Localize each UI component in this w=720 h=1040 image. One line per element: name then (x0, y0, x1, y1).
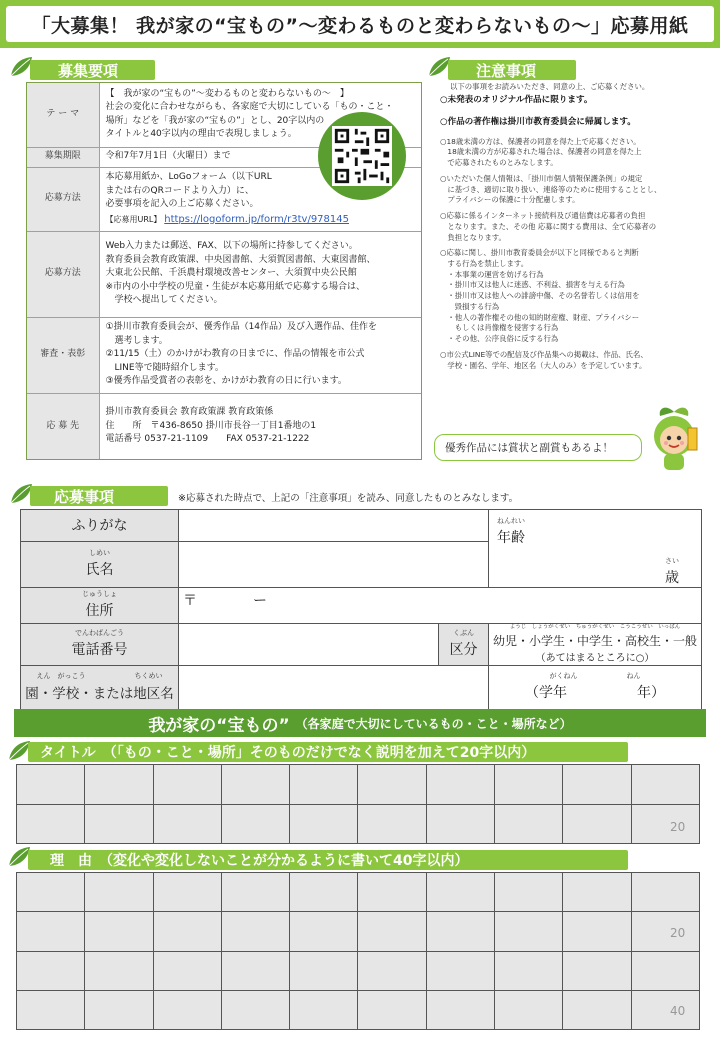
title-banner (0, 0, 720, 48)
grid-cell[interactable] (563, 912, 631, 951)
school-input[interactable] (179, 666, 489, 710)
notice-header: 注意事項 (448, 60, 576, 80)
grid-cell[interactable] (563, 804, 631, 844)
notice-original-only: ○未発表のオリジナル作品に限ります。 (440, 94, 593, 105)
grid-cell[interactable] (631, 912, 699, 951)
grid-cell[interactable] (358, 873, 426, 912)
grid-cell[interactable] (495, 990, 563, 1029)
grid-cell[interactable] (358, 990, 426, 1029)
notice-item: ○いただいた個人情報は、「掛川市個人情報保護条例」の規定 に基づき、適切に取り扱い、連絡等のために使用することとし、 プライバシーの保護に十分配慮します。 (440, 173, 662, 205)
grid-cell[interactable] (221, 765, 289, 805)
postal-mark: 〒 ー (183, 593, 267, 609)
grid-cell[interactable] (358, 951, 426, 990)
grid-cell[interactable] (358, 804, 426, 844)
grid-cell[interactable] (290, 873, 358, 912)
grid-cell[interactable] (631, 765, 699, 805)
page-title: 「大募集！ 我が家の“宝もの”～変わるものと変わらないもの～」応募用紙 (6, 6, 714, 42)
grid-cell[interactable] (153, 765, 221, 805)
grid-cell[interactable] (495, 873, 563, 912)
grid-cell[interactable] (358, 912, 426, 951)
title-grid[interactable] (16, 764, 700, 844)
notice-item: ○市公式LINE等での配信及び作品集への掲載は、作品、氏名、 学校・園名、学年、地区名（大人のみ）を予定しています。 (440, 349, 648, 370)
grid-cell[interactable] (221, 951, 289, 990)
grid-cell[interactable] (631, 804, 699, 844)
grid-cell[interactable] (563, 990, 631, 1029)
row-judging: 審査・表彰 ①掛川市教育委員会が、優秀作品（14作品）及び入選作品、佳作を 選考します。 ②11/15（土）のかけがわ教育の日までに、作品の情報を市公式 LINE等で随時紹介します。 ③優秀作品受賞者の表彰を、かけがわ教育の日に行います。 (27, 317, 421, 393)
grid-cell[interactable] (153, 804, 221, 844)
grid-cell[interactable] (221, 990, 289, 1029)
row-method-web: 応募方法 本応募用紙か、LoGoフォーム（以下URL または右のQRコードより入力）に、 必要事項を記入の上ご応募ください。 【応募用URL】 https://logoform.jp/form/r3tv/978145 (27, 167, 421, 231)
form-url-link[interactable]: https://logoform.jp/form/r3tv/978145 (164, 213, 349, 225)
entry-header: 応募事項 (30, 486, 168, 506)
grid-cell[interactable] (290, 990, 358, 1029)
grid-cell[interactable] (85, 804, 153, 844)
title-section-label: タイトル （「もの・こと・場所」そのものだけでなく説明を加えて20字以内） (28, 742, 628, 762)
furigana-input[interactable] (179, 510, 489, 542)
requirements-header: 募集要項 (30, 60, 155, 80)
grid-cell[interactable] (17, 951, 85, 990)
grid-cell[interactable] (495, 951, 563, 990)
notice-item: ○18歳未満の方は、保護者の同意を得た上で応募ください。 18歳未満の方が応募された場合は、保護者の同意を得た上 で応募されたものとみなします。 (440, 136, 642, 168)
grid-cell[interactable] (631, 951, 699, 990)
reason-char-count-40: 40 (670, 1004, 686, 1018)
reason-char-count-20: 20 (670, 926, 686, 940)
grid-cell[interactable] (221, 912, 289, 951)
entry-form (20, 509, 702, 710)
grid-cell[interactable] (221, 804, 289, 844)
grid-cell[interactable] (221, 873, 289, 912)
name-input[interactable] (179, 541, 489, 587)
age-label: 年齢 (497, 530, 525, 546)
grid-cell[interactable] (290, 912, 358, 951)
grid-cell[interactable] (290, 951, 358, 990)
grid-cell[interactable] (495, 804, 563, 844)
grid-cell[interactable] (85, 765, 153, 805)
category-label-cell: くぶん 区分 (439, 624, 489, 666)
grid-cell[interactable] (631, 990, 699, 1029)
grid-cell[interactable] (563, 873, 631, 912)
grid-cell[interactable] (426, 990, 494, 1029)
phone-label-cell: でんわばんごう 電話番号 (21, 624, 179, 666)
grid-cell[interactable] (426, 804, 494, 844)
qr-code-icon[interactable] (332, 126, 392, 186)
treasure-header: 我が家の“宝もの” （各家庭で大切にしているもの・こと・場所など） (14, 709, 706, 737)
title-char-count: 20 (670, 820, 686, 834)
school-label-cell: えん がっこう ちくめい 園・学校・または地区名 (21, 666, 179, 710)
grid-cell[interactable] (426, 765, 494, 805)
grid-cell[interactable] (290, 804, 358, 844)
grid-cell[interactable] (495, 765, 563, 805)
grid-cell[interactable] (17, 873, 85, 912)
phone-input[interactable] (179, 624, 439, 666)
grid-cell[interactable] (426, 951, 494, 990)
grid-cell[interactable] (358, 765, 426, 805)
grid-cell[interactable] (631, 873, 699, 912)
grid-cell[interactable] (153, 990, 221, 1029)
entry-note: ※応募された時点で、上記の「注意事項」を読み、同意したものとみなします。 (178, 493, 519, 504)
grid-cell[interactable] (17, 765, 85, 805)
notice-copyright: ○作品の著作権は掛川市教育委員会に帰属します。 (440, 117, 636, 128)
grid-cell[interactable] (153, 873, 221, 912)
furigana-label: ふりがな (21, 510, 179, 542)
grid-cell[interactable] (17, 990, 85, 1029)
address-input[interactable] (179, 588, 702, 624)
notice-item: ○応募に係るインターネット接続料及び通信費は応募者の負担 となります。また、その他 応募に関する費用は、全て応募者の 負担となります。 (440, 211, 657, 242)
grid-cell[interactable] (17, 912, 85, 951)
row-method-submit: 応募方法 Web入力または郵送、FAX、以下の場所に持参してください。 教育委員会教育政策課、中央図書館、大須賀図書館、大東図書館、 大東北公民館、千浜農村環境改善センター、大須賀中央公民館 ※市内の小中学校の児童・生徒が本応募用紙で応募する場合は、 学校へ提出してください。 (27, 231, 421, 317)
reason-grid[interactable] (16, 872, 700, 1030)
grid-cell[interactable] (290, 765, 358, 805)
age-field[interactable]: ねんれい 年齢 さい 歳 (489, 510, 702, 588)
address-label-cell: じゅうしょ 住所 (21, 588, 179, 624)
grid-cell[interactable] (153, 951, 221, 990)
row-contact: 応 募 先 掛川市教育委員会 教育政策課 教育政策係 住 所 〒436-8650 掛川市長谷一丁目1番地の1 電話番号 0537-21-1109 FAX 0537-21-1222 (27, 393, 421, 459)
grid-cell[interactable] (17, 804, 85, 844)
grid-cell[interactable] (85, 912, 153, 951)
mascot-icon (636, 402, 712, 478)
grid-cell[interactable] (426, 873, 494, 912)
category-options[interactable]: ようじ しょうがくせい ちゅうがくせい こうこうせい いっぱん 幼児・小学生・中学生・高校生・一般 （あてはまるところに○） (489, 624, 702, 666)
row-label: テ ー マ (27, 83, 99, 147)
prize-speech-bubble: 優秀作品には賞状と副賞もあるよ！ (434, 434, 642, 461)
notice-box: 以下の事項をお読みいただき、同意の上、ご応募ください。 ○未発表のオリジナル作品に限ります。 ○作品の著作権は掛川市教育委員会に帰属します。 ○18歳未満の方は、保護者の同意を得た上で応募ください。 18歳未満の方が応募された場合は、保護者の同意を得た上 で応募されたものとみなします。 ○いただいた個人情報は、「掛川市個人情報保護条例」の規定 に基づき、適切に取り扱い、連絡等のために使用することとし、 プライバシーの保護に十分配慮します。 ○応募に係るインターネット接続料及び通信費は応募者の負担 となります。また、その他 応募に関する費用は、全て応募者の 負担となります。 ○応募に関し、掛川市教育委員会が以下と同様であると判断 する行為を禁止します。 ・本事業の運営を妨げる行為 ・掛川市又は他人に迷惑、不利益、損害を与える行為 ・掛川市又は他人への誹謗中傷、その名誉若しくは信用を 毀損する行為 ・他人の著作権その他の知的財産権、財産、プライバシー もしくは肖像権を侵害する行為 ・その他、公序良俗に反する行為 ○市公式LINE等での配信及び作品集への掲載は、作品、氏名、 学校・園名、学年、地区名（大人のみ）を予定しています。 (440, 82, 698, 412)
grid-cell[interactable] (426, 912, 494, 951)
reason-section-label: 理 由 （変化や変化しないことが分かるように書いて40字以内） (28, 850, 628, 870)
grid-cell[interactable] (85, 990, 153, 1029)
row-theme: テ ー マ 【 我が家の“宝もの”～変わるものと変わらないもの～ 】 社会の変化に合わせながらも、各家庭で大切にしている「もの・こと・ 場所」などを「我が家の“宝もの”」とし、20字以内の タイトルと40字以内の理由で表現しましょう。 (27, 83, 421, 147)
grid-cell[interactable] (153, 912, 221, 951)
grid-cell[interactable] (85, 873, 153, 912)
grade-field[interactable]: がくねん ねん （学年 年） (489, 666, 702, 710)
grid-cell[interactable] (563, 765, 631, 805)
grid-cell[interactable] (563, 951, 631, 990)
grid-cell[interactable] (85, 951, 153, 990)
row-deadline: 募集期限 令和7年7月1日（火曜日）まで (27, 147, 421, 167)
qr-badge (318, 112, 406, 200)
grid-cell[interactable] (495, 912, 563, 951)
notice-item: ○応募に関し、掛川市教育委員会が以下と同様であると判断 する行為を禁止します。 ・本事業の運営を妨げる行為 ・掛川市又は他人に迷惑、不利益、損害を与える行為 ・掛川市又は他人への誹謗中傷、その名誉若しくは信用を 毀損する行為 ・他人の著作権その他の知的財産権、財産、プライバシー もしくは肖像権を侵害する行為 ・その他、公序良俗に反する行為 (440, 248, 640, 344)
name-label-cell: しめい 氏名 (21, 541, 179, 587)
